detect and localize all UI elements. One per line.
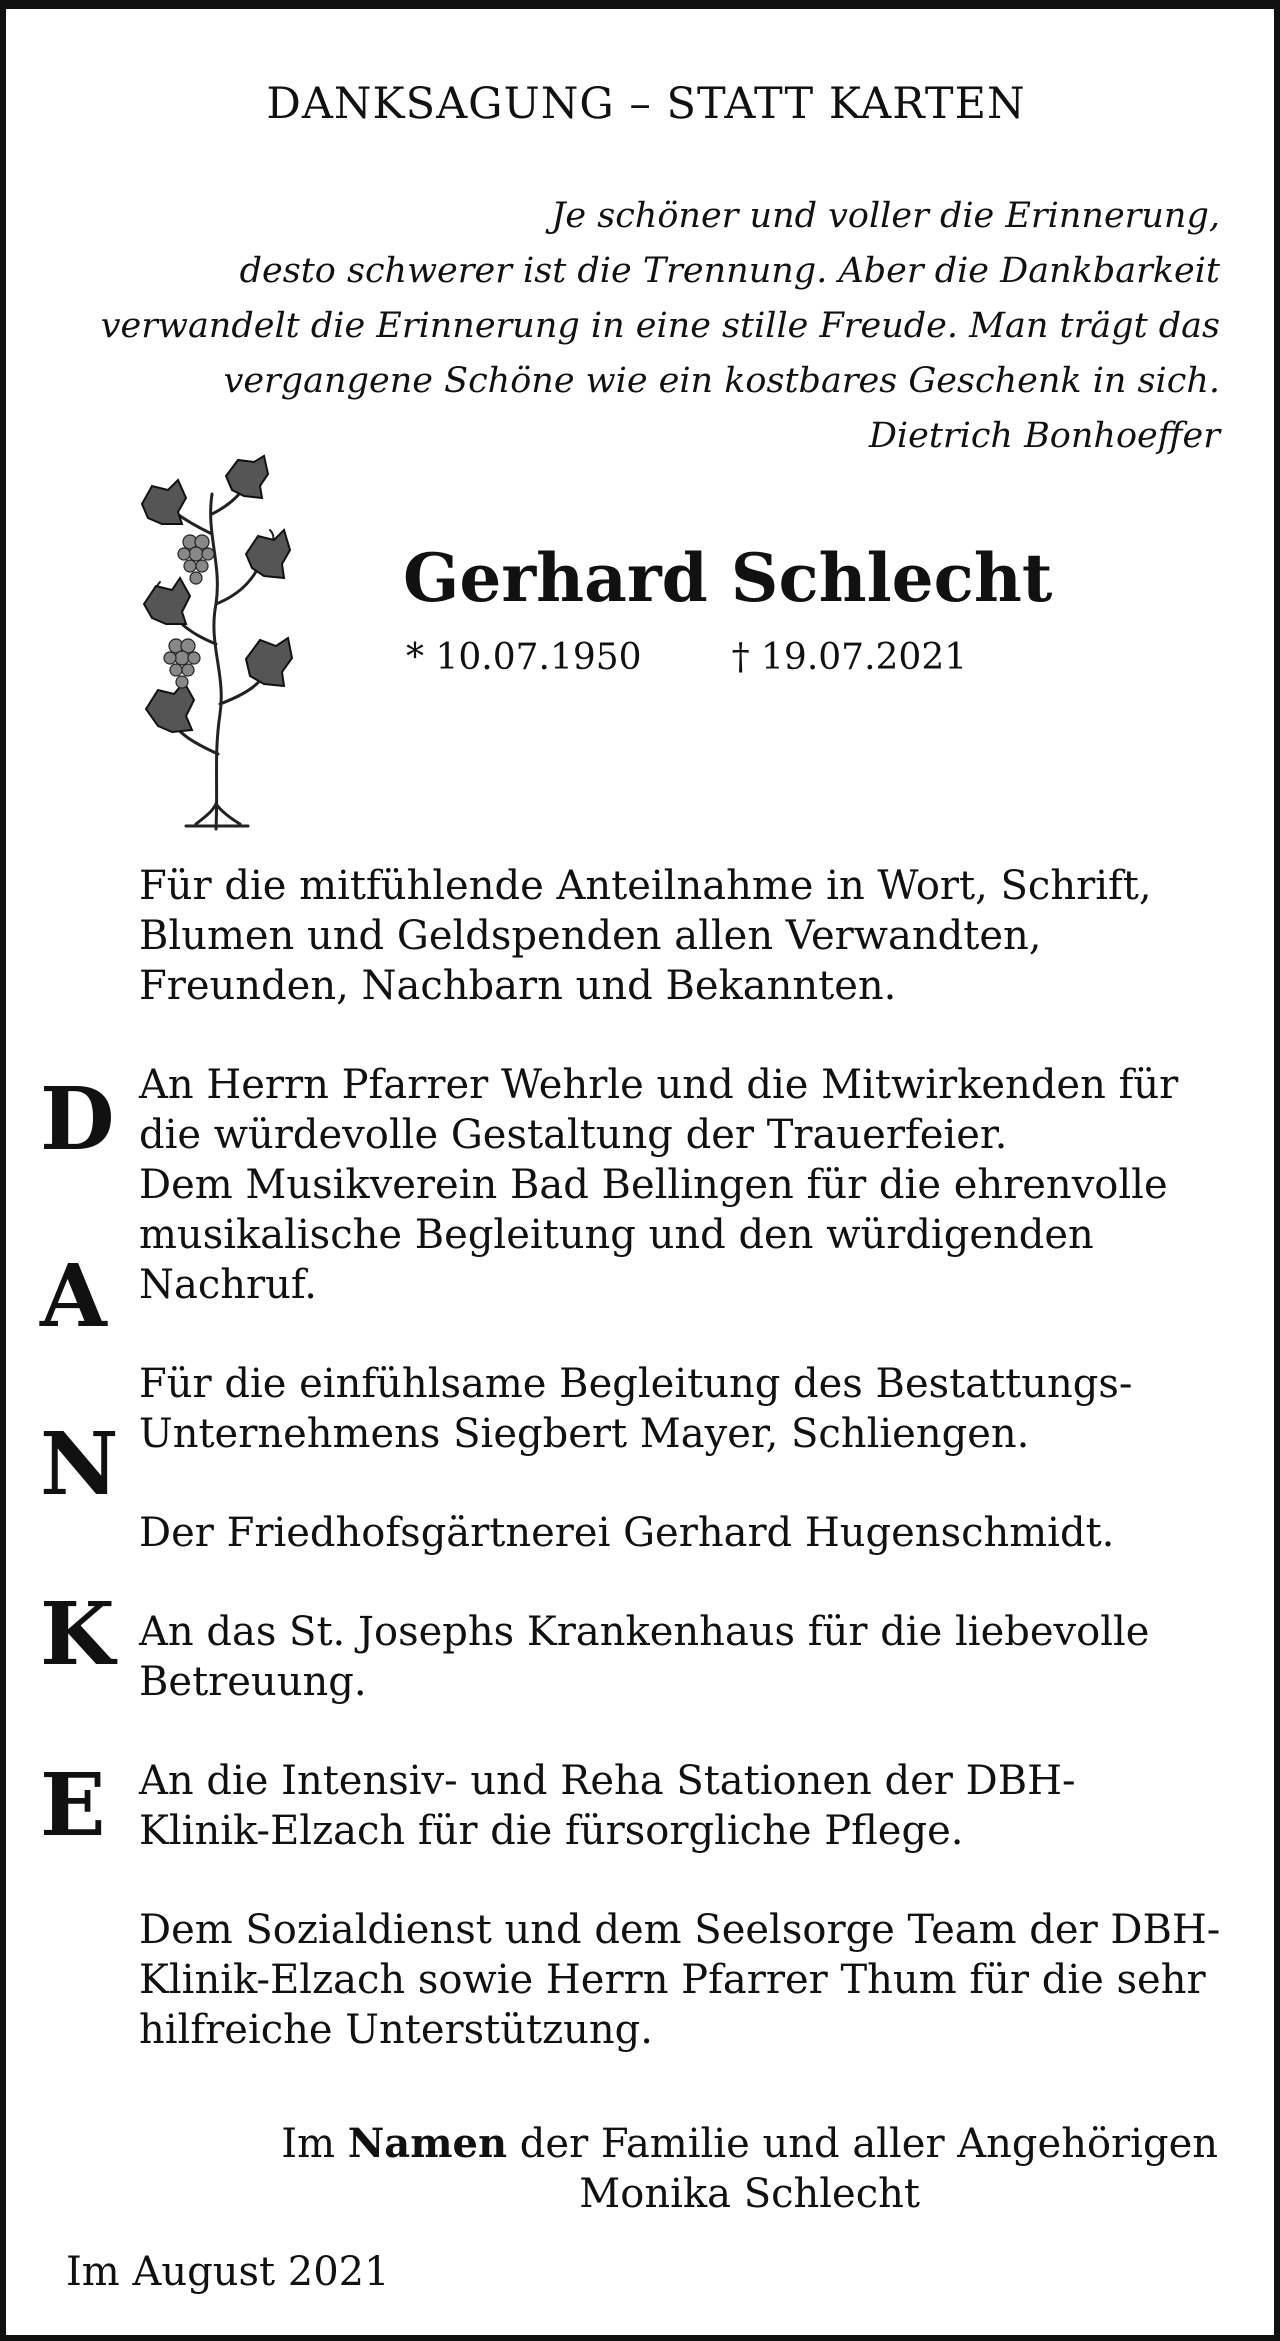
thanks-line: musikalische Begleitung und den würdigenden	[139, 1212, 1094, 1258]
dropcap-letter: D	[40, 1069, 115, 1170]
thanks-line: Betreuung.	[139, 1659, 367, 1705]
closing-line	[281, 2119, 1218, 2169]
notice-heading: DANKSAGUNG – STATT KARTEN	[266, 79, 1026, 129]
thanks-line: die würdevolle Gestaltung der Trauerfeier.	[139, 1112, 1008, 1158]
thanks-line: Nachruf.	[139, 1262, 317, 1308]
dropcap-letter: N	[40, 1414, 119, 1515]
birth-date: * 10.07.1950	[406, 637, 642, 678]
quote-line: desto schwerer ist die Trennung. Aber die Dankbarkeit	[239, 251, 1220, 291]
dropcap-letter: E	[40, 1755, 106, 1856]
thanks-line: Klinik-Elzach für die fürsorgliche Pflege.	[139, 1808, 964, 1854]
signer-name: Monika Schlecht	[579, 2171, 920, 2217]
deceased-name: Gerhard Schlecht	[403, 539, 1053, 617]
quote-block	[20, 189, 1220, 464]
thanks-line: Dem Musikverein Bad Bellingen für die ehrenvolle	[139, 1162, 1168, 1208]
thanks-line: An die Intensiv- und Reha Stationen der DBH-	[139, 1758, 1076, 1804]
quote-line: Je schöner und voller die Erinnerung,	[551, 196, 1220, 236]
dropcap-letter: A	[40, 1246, 107, 1347]
closing-bold-word: Namen	[347, 2120, 508, 2167]
dropcap-letter: K	[40, 1584, 115, 1685]
thanks-line: Für die einfühlsame Begleitung des Bestattungs-	[139, 1361, 1133, 1407]
thanks-line: Blumen und Geldspenden allen Verwandten,	[139, 913, 1042, 959]
quote-line: vergangene Schöne wie ein kostbares Geschenk in sich.	[223, 361, 1220, 401]
thanks-line: Dem Sozialdienst und dem Seelsorge Team der DBH-	[139, 1907, 1221, 1953]
thanks-line: An Herrn Pfarrer Wehrle und die Mitwirkenden für	[139, 1062, 1179, 1108]
life-dates	[406, 637, 967, 678]
quote-line: verwandelt die Erinnerung in eine stille Freude. Man trägt das	[100, 306, 1220, 346]
thanks-line: An das St. Josephs Krankenhaus für die liebevolle	[139, 1609, 1150, 1655]
thanks-line: Der Friedhofsgärtnerei Gerhard Hugenschmidt.	[139, 1510, 1115, 1556]
closing-prefix: Im	[281, 2121, 348, 2167]
thanks-text	[139, 861, 1239, 2055]
grapevine-icon	[136, 454, 296, 834]
thanks-line: Unternehmens Siegbert Mayer, Schliengen.	[139, 1411, 1030, 1457]
death-date: † 19.07.2021	[731, 637, 968, 678]
thanks-line: Freunden, Nachbarn und Bekannten.	[139, 963, 897, 1009]
thanks-line: hilfreiche Unterstützung.	[139, 2007, 653, 2053]
closing-suffix: der Familie und aller Angehörigen	[507, 2121, 1218, 2167]
quote-author: Dietrich Bonhoeffer	[868, 416, 1220, 456]
closing-block	[281, 2119, 1218, 2219]
thanks-line: Für die mitfühlende Anteilnahme in Wort, Schrift,	[139, 863, 1152, 909]
date-line: Im August 2021	[66, 2249, 390, 2295]
thanks-line: Klinik-Elzach sowie Herrn Pfarrer Thum für die sehr	[139, 1957, 1206, 2003]
